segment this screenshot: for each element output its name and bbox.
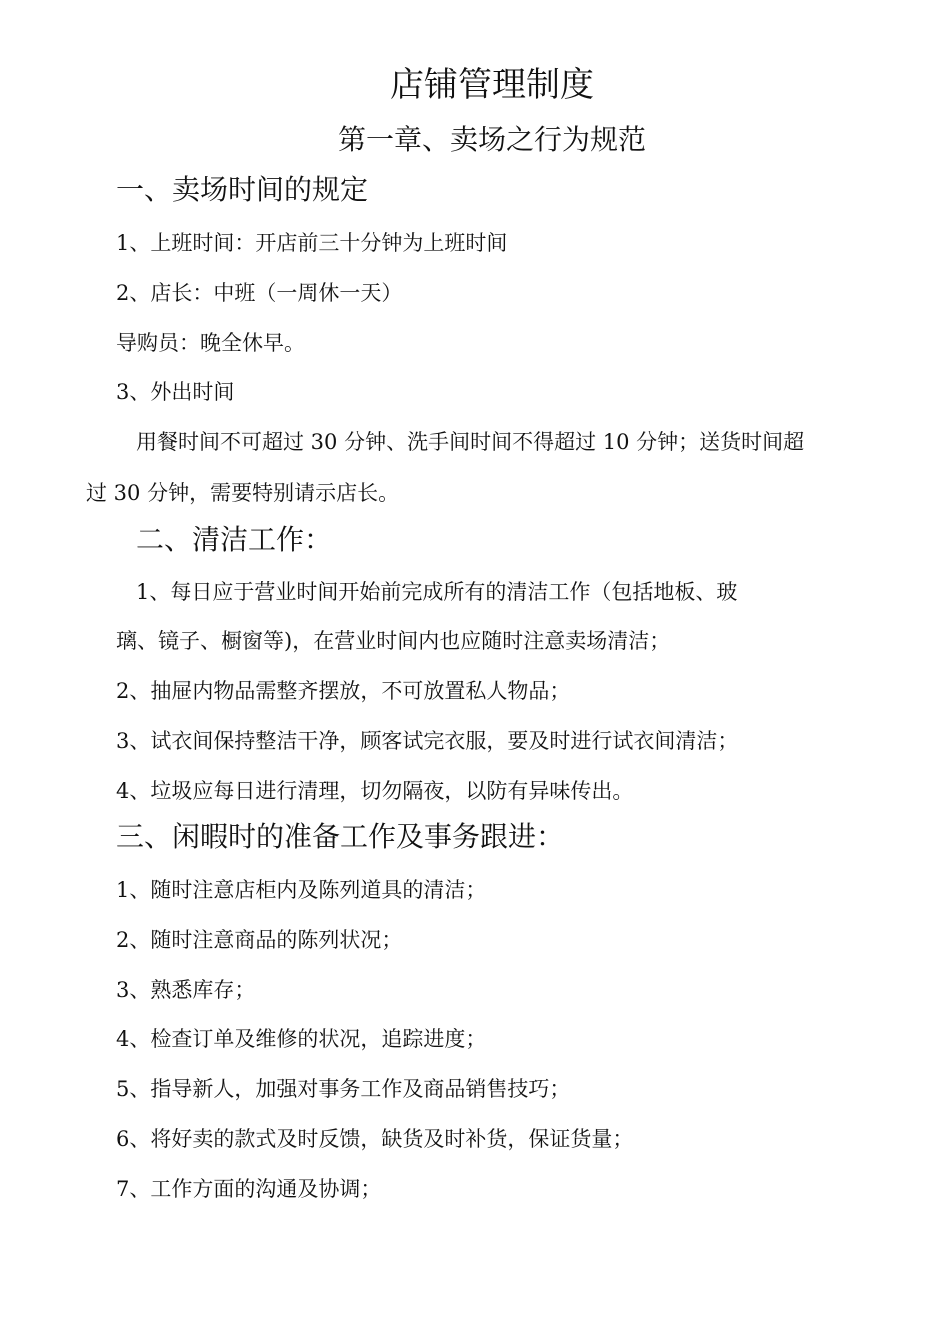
paragraph-line: 6、将好卖的款式及时反馈，缺货及时补货，保证货量； — [116, 1127, 634, 1151]
paragraph-line: 导购员：晚全休早。 — [116, 331, 305, 355]
section-heading-3: 三、闲暇时的准备工作及事务跟进： — [116, 820, 565, 853]
paragraph-line: 1、上班时间：开店前三十分钟为上班时间 — [116, 231, 508, 255]
section-heading-1: 一、卖场时间的规定 — [116, 173, 369, 206]
paragraph-line: 4、检查订单及维修的状况，追踪进度； — [116, 1027, 487, 1051]
paragraph-line: 5、指导新人，加强对事务工作及商品销售技巧； — [116, 1077, 571, 1101]
paragraph-line: 璃、镜子、橱窗等)，在营业时间内也应随时注意卖场清洁； — [116, 629, 671, 653]
paragraph-line: 3、外出时间 — [116, 380, 235, 404]
paragraph-line: 3、熟悉库存； — [116, 978, 256, 1002]
paragraph-line: 1、随时注意店柜内及陈列道具的清洁； — [116, 878, 487, 902]
section-heading-2: 二、清洁工作： — [136, 523, 333, 556]
paragraph-line: 3、试衣间保持整洁干净，顾客试完衣服，要及时进行试衣间清洁； — [116, 729, 739, 753]
document-title: 店铺管理制度 — [390, 65, 594, 105]
paragraph-line: 2、抽屉内物品需整齐摆放，不可放置私人物品； — [116, 679, 571, 703]
chapter-title: 第一章、卖场之行为规范 — [338, 123, 647, 156]
paragraph-line: 2、随时注意商品的陈列状况； — [116, 928, 403, 952]
paragraph-line: 4、垃圾应每日进行清理，切勿隔夜，以防有异味传出。 — [116, 779, 634, 803]
paragraph-line: 过 30 分钟，需要特别请示店长。 — [86, 481, 400, 505]
paragraph-line: 2、店长：中班（一周休一天） — [116, 281, 403, 305]
paragraph-line: 1、每日应于营业时间开始前完成所有的清洁工作（包括地板、玻 — [136, 580, 738, 604]
paragraph-line: 7、工作方面的沟通及协调； — [116, 1177, 382, 1201]
paragraph-line: 用餐时间不可超过 30 分钟、洗手间时间不得超过 10 分钟；送货时间超 — [136, 430, 805, 454]
